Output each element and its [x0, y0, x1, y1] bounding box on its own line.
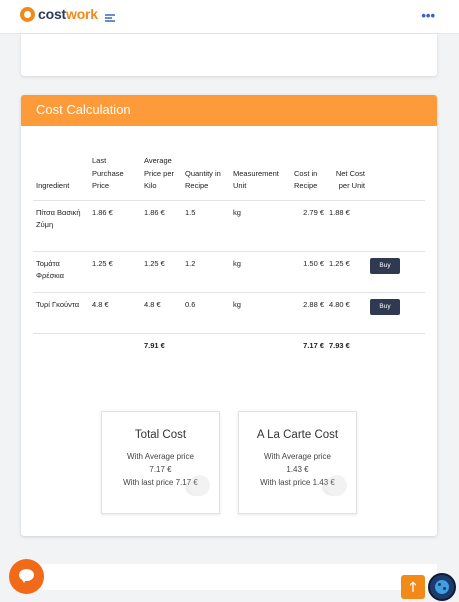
arrow-up-icon[interactable]: 🡑	[401, 575, 425, 599]
logo-text-cost: cost	[38, 6, 66, 22]
totals-empty-cell	[367, 333, 425, 369]
cell-cost: 2.88 €	[291, 292, 326, 333]
cell-last-price: 1.25 €	[89, 251, 141, 292]
a-la-carte-avg-value: 1.43 €	[286, 465, 309, 474]
cell-avg-price: 4.8 €	[141, 292, 182, 333]
cell-unit: kg	[230, 200, 291, 251]
coins-icon	[185, 475, 212, 497]
cell-net-cost: 4.80 €	[326, 292, 367, 333]
buy-button[interactable]: Buy	[370, 299, 400, 315]
cell-unit: kg	[230, 292, 291, 333]
totals-empty-cell	[33, 333, 89, 369]
col-cost-in-recipe: Cost in Recipe	[291, 153, 326, 200]
total-cost: 7.17 €	[303, 340, 324, 350]
a-la-carte-cost-card	[238, 411, 357, 514]
total-cost-avg-label: With Average price	[127, 452, 194, 461]
cell-quantity: 1.5	[182, 200, 230, 251]
cost-calculation-card	[21, 95, 437, 536]
more-horizontal-icon[interactable]: •••	[421, 8, 435, 23]
logo-text	[38, 6, 98, 22]
logo-text-work: work	[66, 6, 98, 22]
cell-quantity: 1.2	[182, 251, 230, 292]
coins-icon	[322, 475, 349, 497]
cell-last-price: 1.86 €	[89, 200, 141, 251]
cell-net-cost: 1.25 €	[326, 251, 367, 292]
cell-ingredient: Τομάτα Φρέσκια	[33, 251, 89, 292]
table-header-row	[33, 153, 425, 200]
cell-avg-price: 1.86 €	[141, 200, 182, 251]
totals-empty-cell	[230, 333, 291, 369]
total-cost-last-price: With last price 7.17 €	[123, 478, 198, 487]
cell-net-cost: 1.88 €	[326, 200, 367, 251]
table-row	[33, 251, 425, 292]
cell-quantity: 0.6	[182, 292, 230, 333]
col-measurement-unit: Measurement Unit	[230, 153, 291, 200]
totals-row	[33, 333, 425, 369]
next-card	[21, 564, 437, 590]
buy-button[interactable]: Buy	[370, 258, 400, 274]
cell-actions	[367, 292, 425, 333]
col-quantity-in-recipe: Quantity in Recipe	[182, 153, 230, 200]
cell-unit: kg	[230, 251, 291, 292]
top-navbar	[0, 0, 459, 34]
cookie-settings-icon[interactable]	[428, 573, 456, 601]
cell-ingredient: Πίτσα Βασική Ζύμη	[33, 200, 89, 251]
chat-bubble-icon[interactable]	[9, 559, 44, 594]
total-cost-title: Total Cost	[134, 429, 187, 441]
cell-actions	[367, 200, 425, 251]
cell-actions	[367, 251, 425, 292]
previous-card	[21, 34, 437, 76]
cell-last-price: 4.8 €	[89, 292, 141, 333]
total-net-cost: 7.93 €	[329, 340, 350, 350]
costwork-logo[interactable]	[20, 6, 98, 22]
cell-cost: 2.79 €	[291, 200, 326, 251]
card-title: Cost Calculation	[21, 95, 437, 126]
col-ingredient: Ingredient	[33, 153, 89, 200]
cell-avg-price: 1.25 €	[141, 251, 182, 292]
totals-empty-cell	[89, 333, 141, 369]
a-la-carte-title: A La Carte Cost	[256, 429, 339, 441]
total-cost-card	[101, 411, 220, 514]
table-row	[33, 200, 425, 251]
table-row	[33, 292, 425, 333]
col-actions	[367, 153, 425, 200]
total-cost-avg-value: 7.17 €	[149, 465, 172, 474]
col-last-purchase-price: Last Purchase Price	[89, 153, 141, 200]
cell-cost: 1.50 €	[291, 251, 326, 292]
col-average-price-per-kilo: Average Price per Kilo	[141, 153, 182, 200]
col-net-cost-per-unit: Net Cost per Unit	[326, 153, 367, 200]
total-avg-price: 7.91 €	[144, 340, 165, 350]
totals-empty-cell	[182, 333, 230, 369]
hamburger-menu-icon[interactable]	[105, 14, 115, 22]
logo-mark-icon	[20, 7, 35, 22]
a-la-carte-avg-label: With Average price	[264, 452, 331, 461]
cost-table	[33, 153, 425, 369]
a-la-carte-last-price: With last price 1.43 €	[260, 478, 335, 487]
cell-ingredient: Τυρί Γκούντα	[33, 292, 89, 333]
